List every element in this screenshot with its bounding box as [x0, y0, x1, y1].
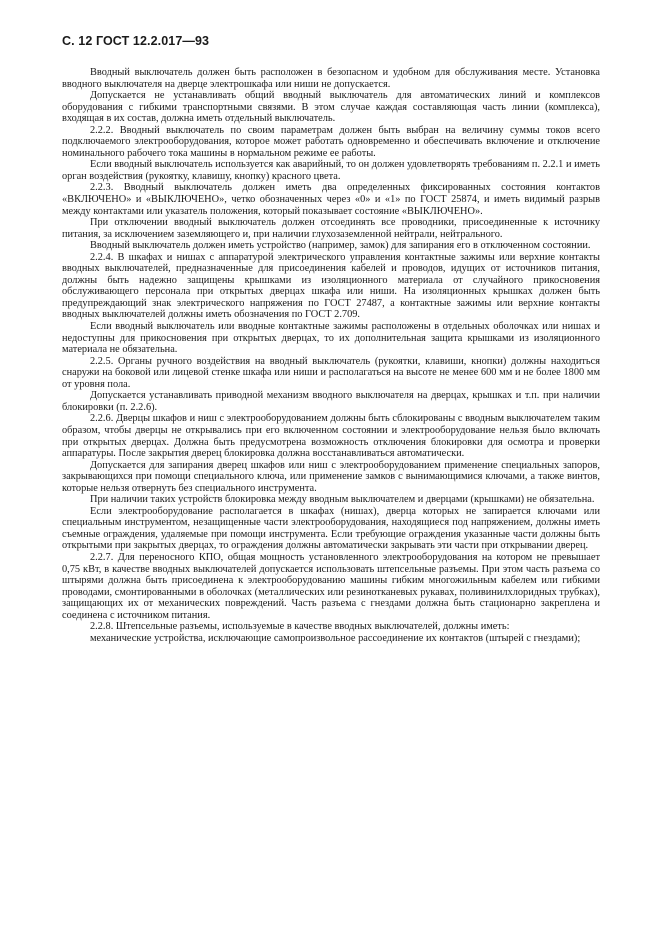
paragraph: Если вводный выключатель или вводные контактные зажимы расположены в отдельных оболочках или нишах и недоступны для прикосновения при открытых дверцах, то их дополнительная защита крышками из изоляционного материала не обязательна. [62, 321, 600, 356]
paragraph: Допускается устанавливать приводной механизм вводного выключателя на дверцах, крышках и т.п. при наличии блокировки (п. 2.2.6). [62, 390, 600, 413]
paragraph: Если вводный выключатель используется как аварийный, то он должен удовлетворять требованиям п. 2.2.1 и иметь орган воздействия (рукоятку, клавишу, кнопку) красного цвета. [62, 159, 600, 182]
paragraph: Вводный выключатель должен иметь устройство (например, замок) для запирания его в отключенном состоянии. [90, 240, 591, 252]
paragraph: При наличии таких устройств блокировка между вводным выключателем и дверцами (крышками) не обязательна. [90, 494, 595, 506]
document-body [62, 67, 600, 644]
paragraph: Вводный выключатель должен быть расположен в безопасном и удобном для обслуживания месте. Установка вводного выключателя на дверце электрошкафа или ниши не допускается. [62, 67, 600, 90]
paragraph: Допускается для запирания дверец шкафов или ниш с электрооборудованием применение специальных запоров, закрывающихся при помощи специального ключа, или применение замков с вынимающимися ключами, а также винтов, которые нельзя отвернуть без специального инструмента. [62, 459, 600, 494]
paragraph: 2.2.5. Органы ручного воздействия на вводный выключатель (рукоятки, клавиши, кнопки) должны находиться снаружи на боковой или лицевой стенке шкафа или ниши и располагаться на высоте не менее 600 мм и не более 1800 мм от уровня пола. [62, 355, 600, 390]
paragraph: При отключении вводный выключатель должен отсоединять все проводники, присоединенные к источнику питания, за исключением заземляющего и, при наличии глухозаземленной нейтрали, нейтрального. [62, 217, 600, 240]
paragraph: Допускается не устанавливать общий вводный выключатель для автоматических линий и комплексов оборудования с гибкими транспортными связями. В этом случае каждая составляющая часть линии (комплекса), входящая в их состав, должна иметь отдельный выключатель. [62, 90, 600, 125]
paragraph: 2.2.7. Для переносного КПО, общая мощность установленного электрооборудования на котором не превышает 0,75 кВт, в качестве вводных выключателей допускается использовать штепсельные разъемы. При этом часть разъема со штырями должна быть присоединена к электрооборудованию машины гибким многожильным кабелем или гибкими проводами, смонтированными в оболочках (металлических или резинотканевых рукавах, поливинилхлоридных трубках), защищающих их от механических повреждений. Часть разъема с гнездами должна быть стационарно закреплена и соединена с источником питания. [62, 551, 600, 621]
paragraph: Если электрооборудование располагается в шкафах (нишах), дверца которых не запирается ключами или специальным инструментом, незащищенные части электрооборудования, находящиеся под напряжением, должны иметь съемные ограждения, удаляемые при помощи инструмента. Если требующие ограждения указанные части должны быть открытыми при закрытых дверцах, то ограждения должны автоматически закрывать эти части при открывании дверец. [62, 505, 600, 552]
paragraph: 2.2.2. Вводный выключатель по своим параметрам должен быть выбран на величину суммы токов всего подключаемого электрооборудования, которое может работать одновременно и обеспечивать включение и отключение номинального рабочего тока машины в нормальном режиме ее работы. [62, 124, 600, 159]
paragraph: 2.2.6. Дверцы шкафов и ниш с электрооборудованием должны быть сблокированы с вводным выключателем таким образом, чтобы дверцы не открывались при его включенном состоянии и электрооборудование нельзя было включать при открытых дверцах. Должна быть предусмотрена возможность отключения блокировки для осмотра и проверки аппаратуры. После закрытия дверец блокировка должна восстанавливаться автоматически. [62, 413, 600, 460]
paragraph: механические устройства, исключающие самопроизвольное рассоединение их контактов (штырей с гнездами); [90, 632, 581, 644]
document-page [62, 34, 600, 644]
paragraph: 2.2.3. Вводный выключатель должен иметь два определенных фиксированных состояния контактов «ВКЛЮЧЕНО» и «ВЫКЛЮЧЕНО», четко обозначенных через «0» и «1» по ГОСТ 25874, и иметь видимый разрыв между контактами или указатель положения, который показывает состояние «ВЫКЛЮЧЕНО». [62, 182, 600, 217]
paragraph: 2.2.8. Штепсельные разъемы, используемые в качестве вводных выключателей, должны иметь: [90, 621, 510, 633]
paragraph: 2.2.4. В шкафах и нишах с аппаратурой электрического управления контактные зажимы или верхние контакты вводных выключателей, предназначенные для присоединения кабелей и проводов, идущих от источников питания, должны быть надежно защищены крышками из изоляционного материала от случайного прикосновения обслуживающего персонала при открытых дверцах шкафа или ниши. На изоляционных крышках должен быть предупреждающий знак электрического напряжения по ГОСТ 27487, а контактные зажимы или верхние контакты вводных выключателей должны иметь обозначения по ГОСТ 2.709. [62, 251, 600, 321]
page-header: С. 12 ГОСТ 12.2.017—93 [62, 34, 210, 48]
